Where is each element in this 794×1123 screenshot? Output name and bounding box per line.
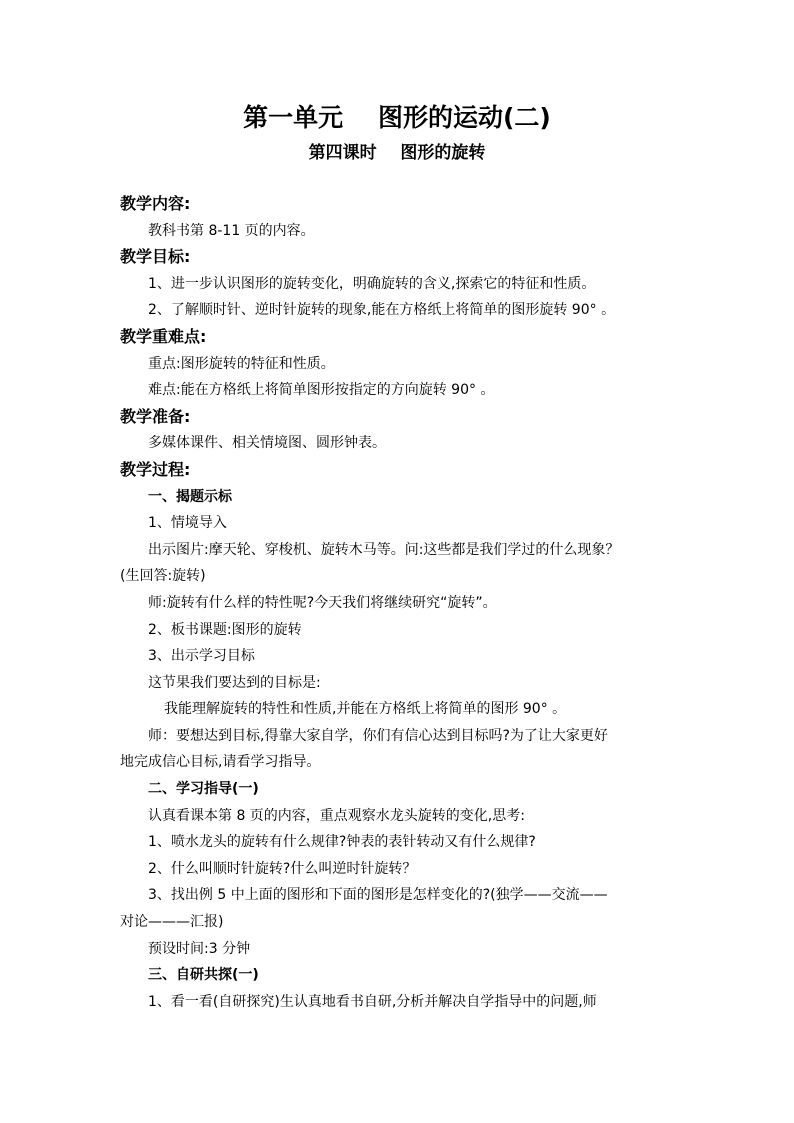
paragraph-line: 1、进一步认识图形的旋转变化，明确旋转的含义,探索它的特征和性质。 xyxy=(148,275,596,292)
paragraph-line: 2、了解顺时针、逆时针旋转的现象,能在方格纸上将简单的图形旋转 90° 。 xyxy=(148,302,616,319)
paragraph-line: 多媒体课件、相关情境图、圆形钟表。 xyxy=(148,435,386,452)
document-title: 第一单元 图形的运动(二) xyxy=(243,103,551,132)
paragraph-line: (生回答:旋转) xyxy=(120,568,206,585)
paragraph-line: 1、看一看(自研探究)生认真地看书自研,分析并解决自学指导中的问题,师 xyxy=(148,993,597,1010)
paragraph-line: 1、情境导入 xyxy=(148,515,227,532)
section-heading: 教学目标: xyxy=(120,247,191,267)
paragraph-line: 我能理解旋转的特性和性质,并能在方格纸上将简单的图形 90° 。 xyxy=(164,701,567,718)
section-heading: 教学准备: xyxy=(120,406,191,426)
paragraph-line: 师:旋转有什么样的特性呢?今天我们将继续研究“旋转”。 xyxy=(148,594,497,611)
section-heading: 教学重难点: xyxy=(120,326,207,346)
paragraph-line: 地完成信心目标,请看学习指导。 xyxy=(120,754,321,771)
document-body xyxy=(120,191,680,1015)
document-subtitle: 第四课时 图形的旋转 xyxy=(308,143,486,163)
paragraph-line: 认真看课本第 8 页的内容，重点观察水龙头旋转的变化,思考: xyxy=(148,807,525,824)
paragraph-line: 3、出示学习目标 xyxy=(148,648,255,665)
paragraph-line: 师：要想达到目标,得靠大家自学，你们有信心达到目标吗?为了让大家更好 xyxy=(148,727,608,744)
section-subheading: 二、学习指导(一) xyxy=(148,781,259,798)
paragraph-line: 2、板书课题:图形的旋转 xyxy=(148,621,302,638)
section-heading: 教学内容: xyxy=(120,194,191,213)
paragraph-line: 出示图片:摩天轮、穿梭机、旋转木马等。问:这些都是我们学过的什么现象？ xyxy=(148,541,620,558)
paragraph-line: 1、喷水龙头的旋转有什么规律?钟表的表针转动又有什么规律? xyxy=(148,834,536,851)
paragraph-line: 教科书第 8-11 页的内容。 xyxy=(148,222,315,239)
section-heading: 教学过程: xyxy=(120,459,191,479)
section-subheading: 一、揭题示标 xyxy=(148,488,232,505)
paragraph-line: 对论———汇报) xyxy=(120,914,224,931)
paragraph-line: 重点:图形旋转的特征和性质。 xyxy=(148,355,335,372)
paragraph-line: 预设时间:3 分钟 xyxy=(148,940,251,957)
section-subheading: 三、自研共探(一) xyxy=(148,967,259,984)
paragraph-line: 这节果我们要达到的目标是: xyxy=(148,674,321,691)
paragraph-line: 3、找出例 5 中上面的图形和下面的图形是怎样变化的?(独学——交流—— xyxy=(148,887,608,904)
paragraph-line: 难点:能在方格纸上将简单图形按指定的方向旋转 90° 。 xyxy=(148,382,495,399)
paragraph-line: 2、什么叫顺时针旋转?什么叫逆时针旋转？ xyxy=(148,860,417,877)
